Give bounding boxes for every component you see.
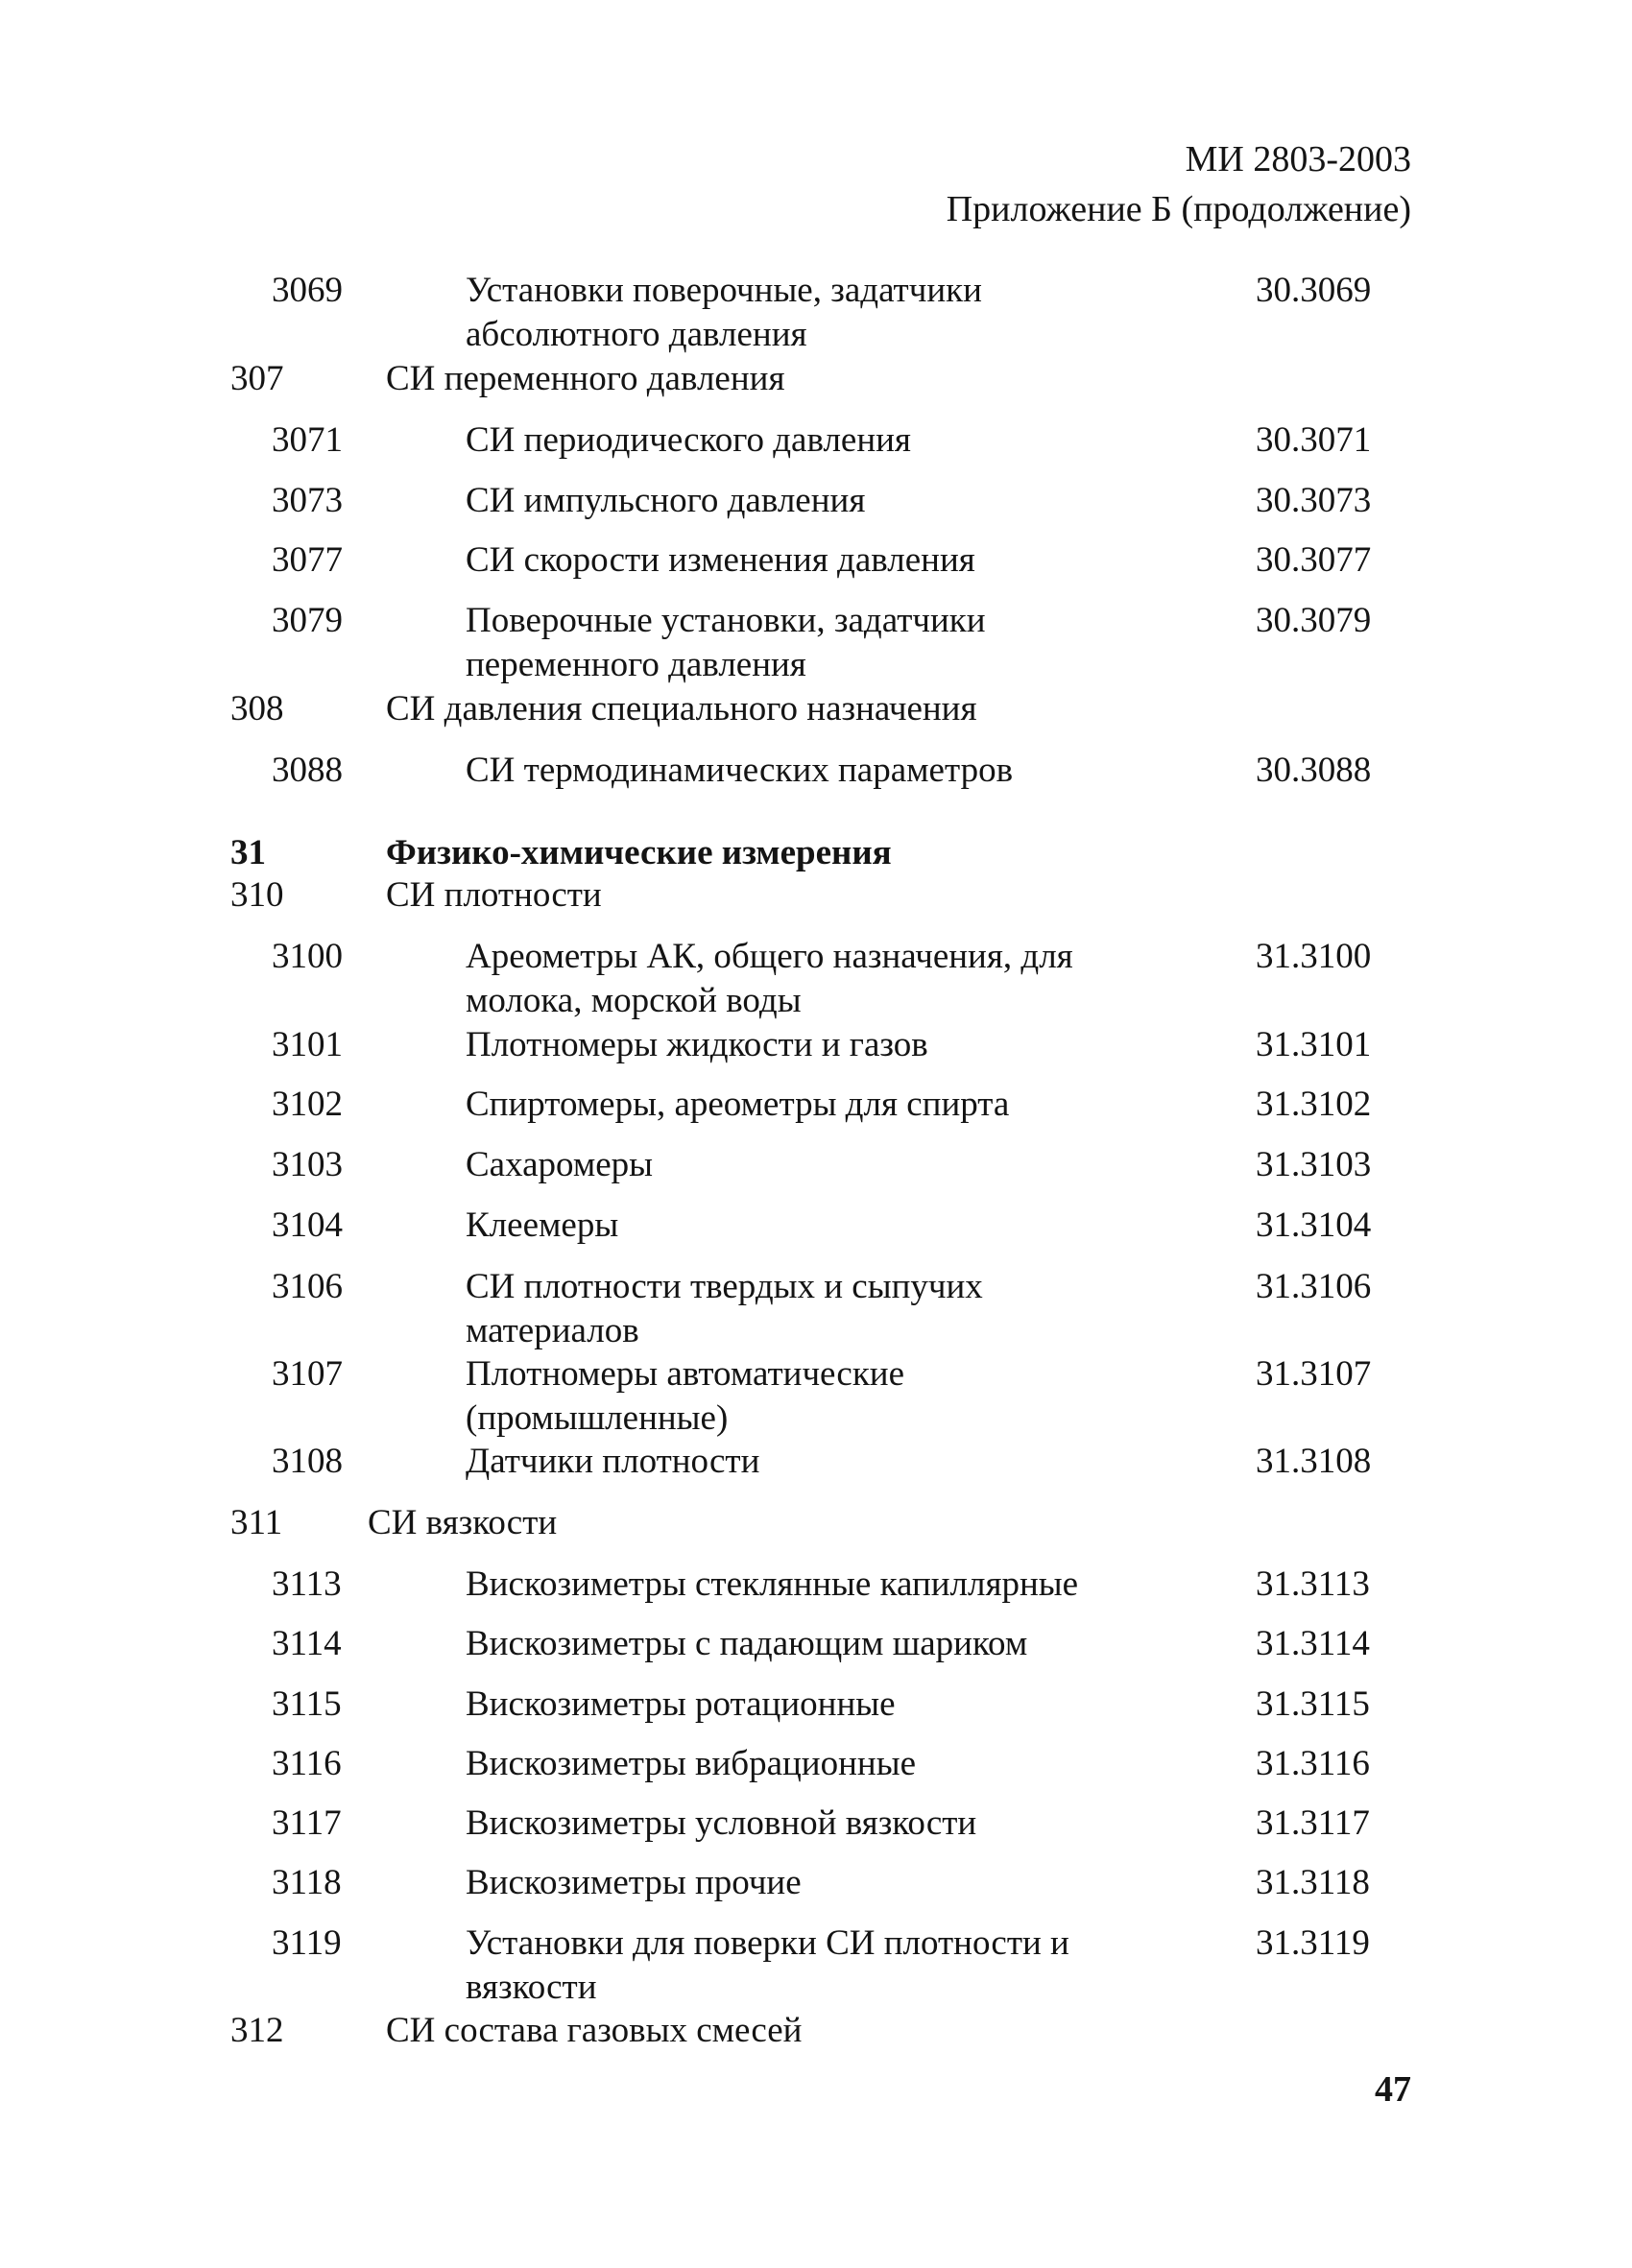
row-name: Физико-химические измерения [386,833,892,872]
row-name: Ареометры АК, общего назначения, для молока, морской воды [466,937,1073,1020]
row-ref: 31.3114 [1256,1624,1370,1663]
row-code: 3073 [272,481,343,520]
row-name: Вискозиметры прочие [466,1863,802,1902]
appendix-label: Приложение Б (продолжение) [946,189,1411,229]
row-code: 312 [230,2011,284,2050]
row-name: СИ термодинамических параметров [466,751,1014,790]
row-ref: 31.3117 [1256,1803,1370,1843]
row-ref: 31.3102 [1256,1085,1372,1124]
row-name: СИ скорости изменения давления [466,540,975,580]
row-code: 3103 [272,1145,343,1184]
row-code: 3101 [272,1025,343,1064]
row-code: 3116 [272,1744,342,1783]
row-name: Плотномеры автоматические (промышленные) [466,1354,905,1438]
row-ref: 31.3103 [1256,1145,1372,1184]
row-name: СИ переменного давления [386,359,785,398]
row-code: 3114 [272,1624,342,1663]
row-ref: 30.3073 [1256,481,1372,520]
row-ref: 31.3106 [1256,1267,1372,1306]
row-code: 3071 [272,420,343,460]
row-ref: 30.3071 [1256,420,1372,460]
row-ref: 31.3113 [1256,1564,1370,1604]
row-code: 3077 [272,540,343,580]
row-name: Датчики плотности [466,1442,760,1481]
row-code: 3102 [272,1085,343,1124]
row-ref: 30.3077 [1256,540,1372,580]
row-name: СИ импульсного давления [466,481,866,520]
row-code: 310 [230,875,284,915]
row-ref: 31.3116 [1256,1744,1370,1783]
row-code: 3113 [272,1564,342,1604]
row-code: 311 [230,1503,283,1542]
row-code: 3100 [272,937,343,976]
row-name: Вискозиметры условной вязкости [466,1803,977,1843]
row-code: 3115 [272,1684,342,1724]
row-name: Спиртомеры, ареометры для спирта [466,1085,1010,1124]
document-number: МИ 2803-2003 [1185,139,1411,179]
row-ref: 31.3108 [1256,1442,1372,1481]
row-name: Клеемеры [466,1206,619,1245]
row-name: СИ периодического давления [466,420,911,460]
row-ref: 31.3107 [1256,1354,1372,1394]
row-name: СИ вязкости [368,1503,558,1542]
page-number: 47 [1375,2069,1411,2110]
row-code: 3079 [272,601,343,640]
row-code: 307 [230,359,284,398]
row-code: 3069 [272,271,343,310]
row-code: 3104 [272,1206,343,1245]
row-name: Вискозиметры стеклянные капиллярные [466,1564,1079,1604]
row-code: 3119 [272,1923,342,1963]
row-name: Установки для поверки СИ плотности и вязкости [466,1923,1069,2007]
row-code: 3108 [272,1442,343,1481]
row-name: Сахаромеры [466,1145,654,1184]
row-name: Установки поверочные, задатчики абсолютного давления [466,271,982,354]
row-name: Плотномеры жидкости и газов [466,1025,928,1064]
row-name: Вискозиметры ротационные [466,1684,896,1724]
row-code: 3106 [272,1267,343,1306]
row-ref: 31.3118 [1256,1863,1370,1902]
row-ref: 30.3088 [1256,751,1372,790]
row-ref: 31.3115 [1256,1684,1370,1724]
row-ref: 31.3104 [1256,1206,1372,1245]
row-name: СИ состава газовых смесей [386,2011,803,2050]
row-code: 3117 [272,1803,342,1843]
row-name: СИ плотности твердых и сыпучих материалов [466,1267,983,1350]
row-ref: 31.3100 [1256,937,1372,976]
row-ref: 30.3069 [1256,271,1372,310]
row-name: Поверочные установки, задатчики переменного давления [466,601,986,684]
row-ref: 31.3101 [1256,1025,1372,1064]
row-code: 308 [230,689,284,728]
row-name: СИ давления специального назначения [386,689,977,728]
row-name: Вискозиметры вибрационные [466,1744,916,1783]
row-code: 3107 [272,1354,343,1394]
row-name: Вискозиметры с падающим шариком [466,1624,1028,1663]
row-code: 31 [230,833,266,872]
row-ref: 30.3079 [1256,601,1372,640]
row-code: 3088 [272,751,343,790]
document-header [947,134,1411,234]
row-ref: 31.3119 [1256,1923,1370,1963]
row-code: 3118 [272,1863,342,1902]
row-name: СИ плотности [386,875,602,915]
